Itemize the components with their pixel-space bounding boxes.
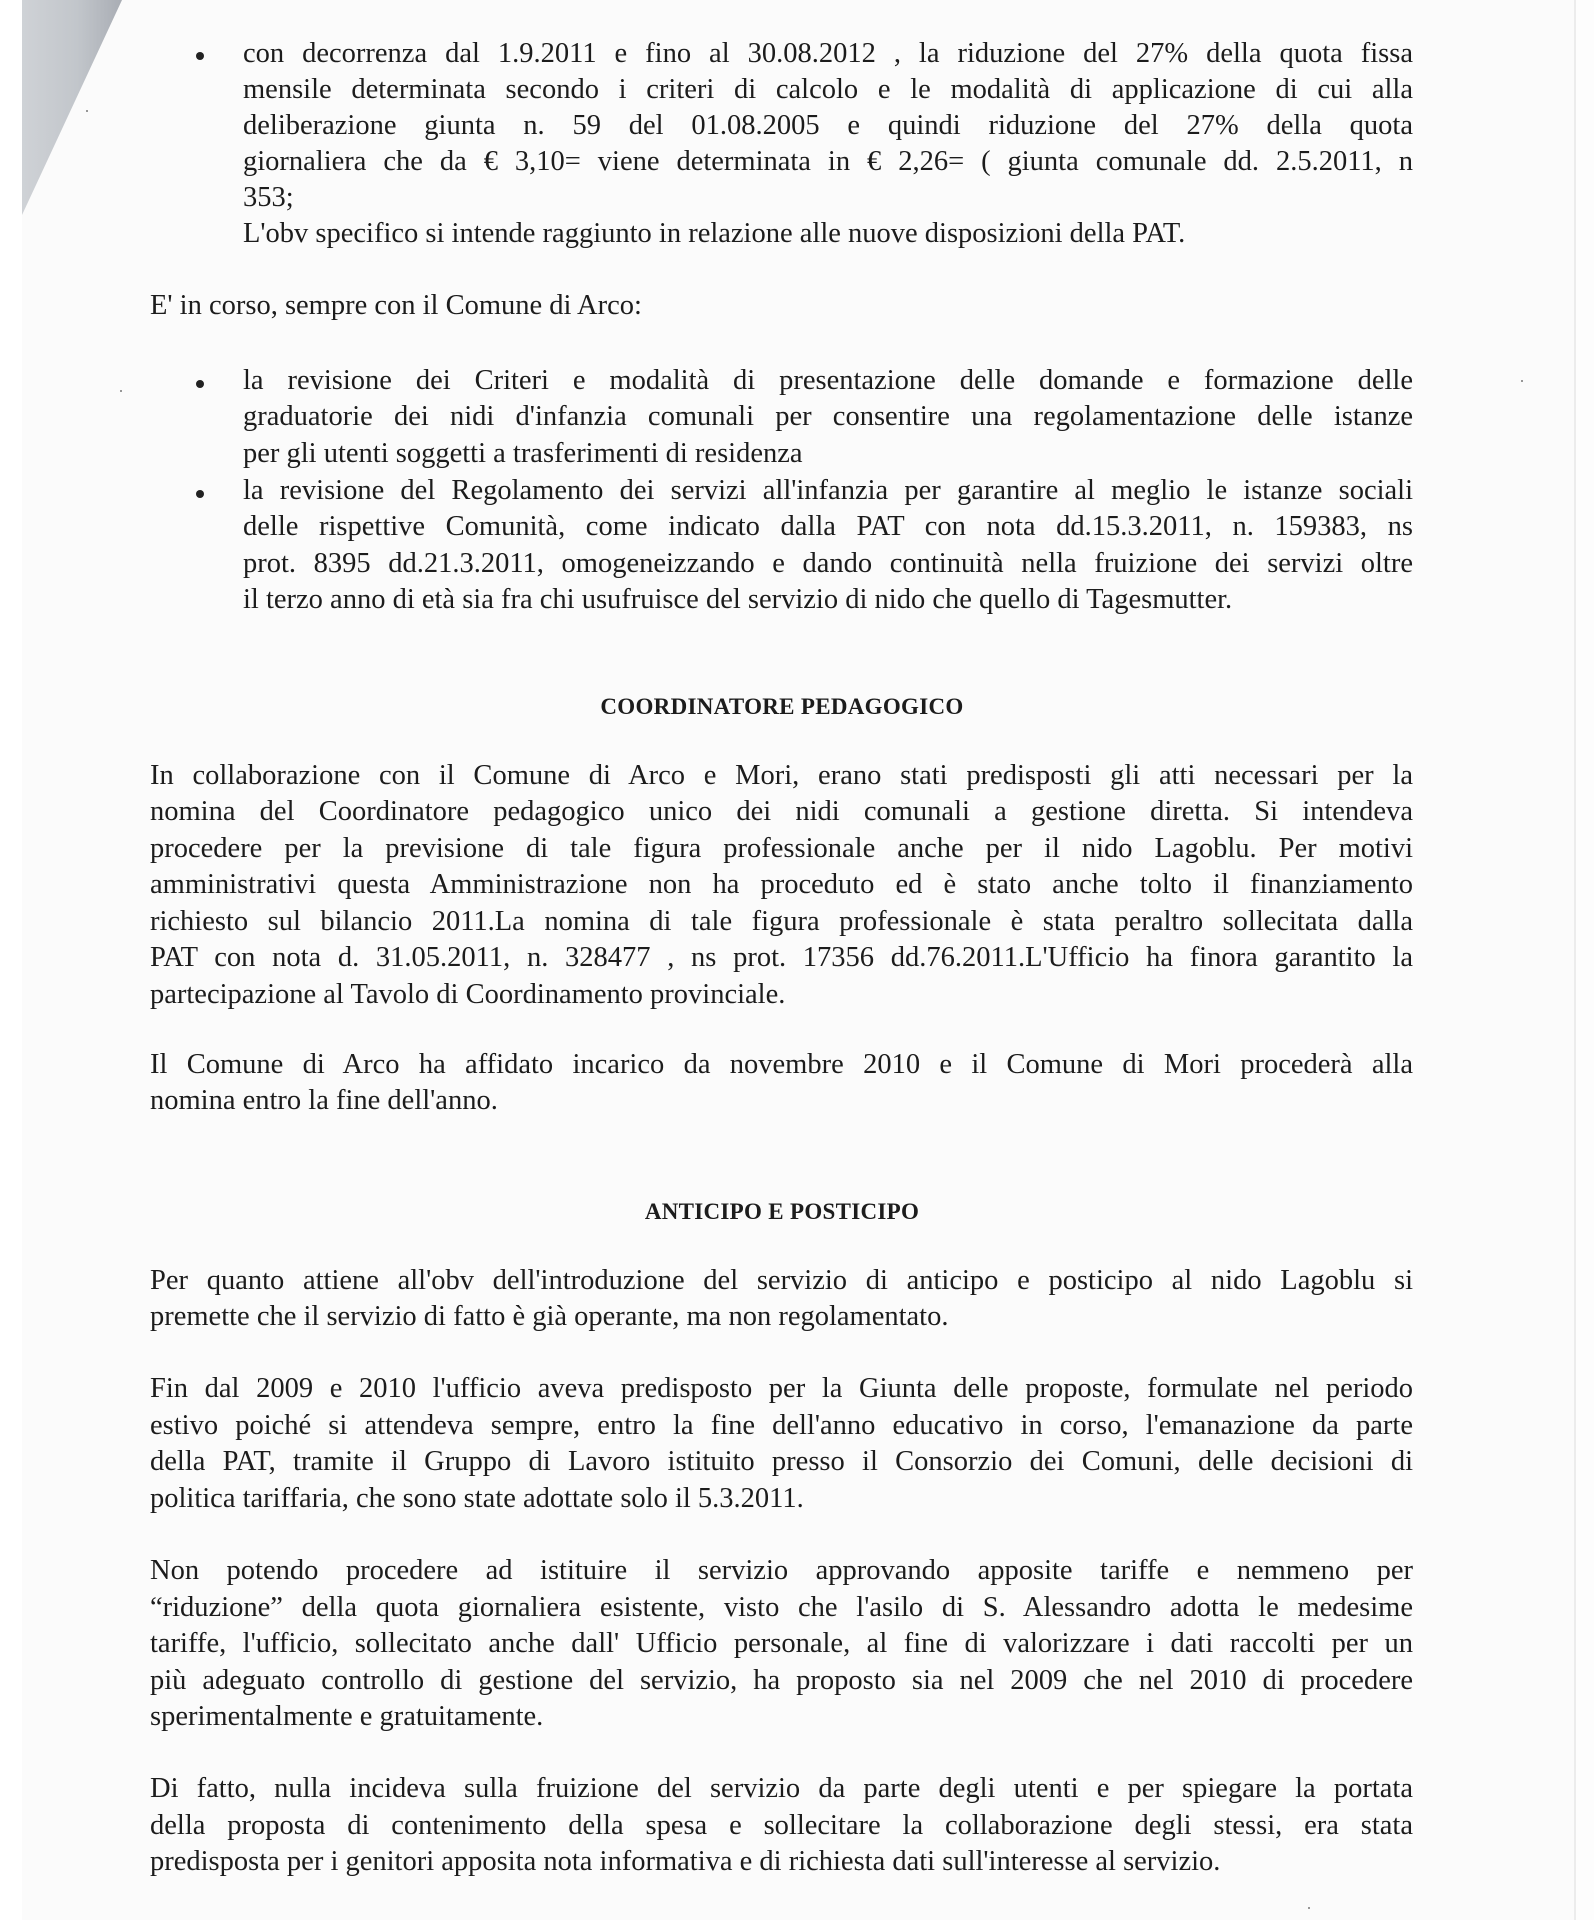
paragraph-line: Il Comune di Arco ha affidato incarico da novembre 2010 e il Comune di Mori procederà alla <box>150 1049 1413 1080</box>
section-heading: ANTICIPO E POSTICIPO <box>644 1199 920 1224</box>
in-corso-item-2-line: prot. 8395 dd.21.3.2011, omogeneizzando e dando continuità nella fruizione dei servizi oltre <box>243 548 1413 579</box>
paragraph-line: amministrativi questa Amministrazione non ha proceduto ed è stato anche tolto il finanziamento <box>150 869 1413 900</box>
in-corso-item-1-line: per gli utenti soggetti a trasferimenti di residenza <box>243 438 803 469</box>
scan-margin <box>0 0 22 1920</box>
scan-speck <box>120 390 122 392</box>
bullet-icon <box>196 490 204 498</box>
in-corso-label: E' in corso, sempre con il Comune di Arco: <box>150 290 642 321</box>
in-corso-item-2-line: la revisione del Regolamento dei servizi all'infanzia per garantire al meglio le istanze sociali <box>243 475 1413 506</box>
paragraph-line: più adeguato controllo di gestione del servizio, ha proposto sia nel 2009 che nel 2010 di procedere <box>150 1665 1413 1696</box>
paragraph-line: sperimentalmente e gratuitamente. <box>150 1701 544 1732</box>
bullet-1-line: con decorrenza dal 1.9.2011 e fino al 30.08.2012 , la riduzione del 27% della quota fissa <box>243 38 1413 69</box>
paragraph-line: Di fatto, nulla incideva sulla fruizione del servizio da parte degli utenti e per spiegare la portata <box>150 1773 1413 1804</box>
paragraph-line: premette che il servizio di fatto è già operante, ma non regolamentato. <box>150 1301 949 1332</box>
paragraph-line: Fin dal 2009 e 2010 l'ufficio aveva predisposto per la Giunta delle proposte, formulate nel periodo <box>150 1373 1413 1404</box>
paragraph-line: In collaborazione con il Comune di Arco e Mori, erano stati predisposti gli atti necessari per la <box>150 760 1413 791</box>
bullet-1-line: 353; <box>243 182 294 213</box>
section-heading: COORDINATORE PEDAGOGICO <box>600 694 964 719</box>
scan-speck <box>1308 1907 1310 1909</box>
paragraph-line: nomina entro la fine dell'anno. <box>150 1085 498 1116</box>
paragraph-line: richiesto sul bilancio 2011.La nomina di tale figura professionale è stata peraltro sollecitata dalla <box>150 906 1413 937</box>
bullet-icon <box>196 52 204 60</box>
bullet-1-line: deliberazione giunta n. 59 del 01.08.2005 e quindi riduzione del 27% della quota <box>243 110 1413 141</box>
paragraph-line: estivo poiché si attendeva sempre, entro la fine dell'anno educativo in corso, l'emanazione da parte <box>150 1410 1413 1441</box>
paragraph-line: “riduzione” della quota giornaliera esistente, visto che l'asilo di S. Alessandro adotta le medesime <box>150 1592 1413 1623</box>
paragraph-line: nomina del Coordinatore pedagogico unico dei nidi comunali a gestione diretta. Si intendeva <box>150 796 1413 827</box>
bullet-icon <box>196 380 204 388</box>
bullet-1-line: giornaliera che da € 3,10= viene determinata in € 2,26= ( giunta comunale dd. 2.5.2011, n <box>243 146 1413 177</box>
bullet-1-line: mensile determinata secondo i criteri di calcolo e le modalità di applicazione di cui alla <box>243 74 1413 105</box>
paragraph-line: Non potendo procedere ad istituire il servizio approvando apposite tariffe e nemmeno per <box>150 1555 1413 1586</box>
paragraph-line: procedere per la previsione di tale figura professionale anche per il nido Lagoblu. Per motivi <box>150 833 1413 864</box>
paragraph-line: predisposta per i genitori apposita nota informativa e di richiesta dati sull'interesse al servizio. <box>150 1846 1221 1877</box>
paragraph-line: PAT con nota d. 31.05.2011, n. 328477 , ns prot. 17356 dd.76.2011.L'Ufficio ha finora garantito la <box>150 942 1413 973</box>
paragraph-line: della PAT, tramite il Gruppo di Lavoro istituito presso il Consorzio dei Comuni, delle decisioni di <box>150 1446 1413 1477</box>
paragraph-line: politica tariffaria, che sono state adottate solo il 5.3.2011. <box>150 1483 804 1514</box>
paragraph-line: della proposta di contenimento della spesa e sollecitare la collaborazione degli stessi, era stata <box>150 1810 1413 1841</box>
paragraph-line: partecipazione al Tavolo di Coordinamento provinciale. <box>150 979 786 1010</box>
paragraph-line: tariffe, l'ufficio, sollecitato anche dall' Ufficio personale, al fine di valorizzare i dati raccolti per un <box>150 1628 1413 1659</box>
page-edge <box>1574 0 1576 1920</box>
in-corso-item-2-line: il terzo anno di età sia fra chi usufruisce del servizio di nido che quello di Tagesmutter. <box>243 584 1233 615</box>
scan-speck <box>86 110 88 112</box>
in-corso-item-2-line: delle rispettive Comunità, come indicato dalla PAT con nota dd.15.3.2011, n. 159383, ns <box>243 511 1413 542</box>
bullet-1-line: L'obv specifico si intende raggiunto in relazione alle nuove disposizioni della PAT. <box>243 218 1186 249</box>
paragraph-line: Per quanto attiene all'obv dell'introduzione del servizio di anticipo e posticipo al nido Lagoblu si <box>150 1265 1413 1296</box>
scan-speck <box>1521 380 1523 382</box>
in-corso-item-1-line: la revisione dei Criteri e modalità di presentazione delle domande e formazione delle <box>243 365 1413 396</box>
in-corso-item-1-line: graduatorie dei nidi d'infanzia comunali per consentire una regolamentazione delle istanze <box>243 401 1413 432</box>
